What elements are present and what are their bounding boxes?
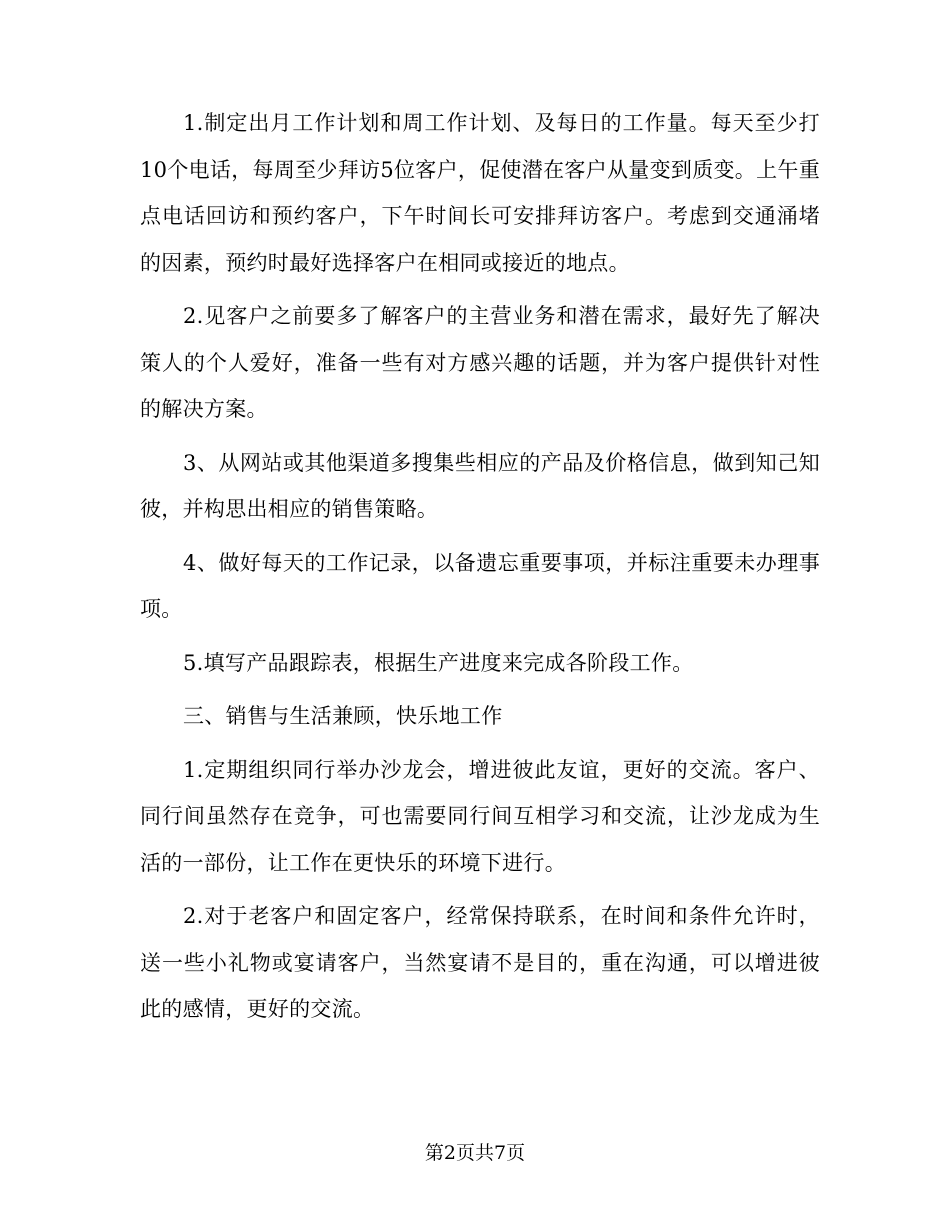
paragraph-6: 1.定期组织同行举办沙龙会，增进彼此友谊，更好的交流。客户、同行间虽然存在竞争，可也需要同行间互相学习和交流，让沙龙成为生活的一部份，让工作在更快乐的环境下进行。 <box>140 757 820 875</box>
body-text <box>140 100 820 1040</box>
section-heading: 三、销售与生活兼顾，快乐地工作 <box>183 704 503 728</box>
paragraph-2: 2.见客户之前要多了解客户的主营业务和潜在需求，最好先了解决策人的个人爱好，准备一些有对方感兴趣的话题，并为客户提供针对性的解决方案。 <box>140 304 820 421</box>
paragraph-1: 1.制定出月工作计划和周工作计划、及每日的工作量。每天至少打10个电话，每周至少拜访5位客户，促使潜在客户从量变到质变。上午重点电话回访和预约客户，下午时间长可安排拜访客户。考虑到交通涌堵的因素，预约时最好选择客户在相同或接近的地点。 <box>140 111 820 275</box>
paragraph-7: 2.对于老客户和固定客户，经常保持联系，在时间和条件允许时，送一些小礼物或宴请客户，当然宴请不是目的，重在沟通，可以增进彼此的感情，更好的交流。 <box>140 904 820 1021</box>
paragraph-4: 4、做好每天的工作记录，以备遗忘重要事项，并标注重要未办理事项。 <box>140 550 820 621</box>
page-number-footer: 第2页共7页 <box>424 1142 526 1164</box>
paragraph-5: 5.填写产品跟踪表，根据生产进度来完成各阶段工作。 <box>183 650 694 675</box>
paragraph-3: 3、从网站或其他渠道多搜集些相应的产品及价格信息，做到知己知彼，并构思出相应的销售策略。 <box>140 450 820 521</box>
